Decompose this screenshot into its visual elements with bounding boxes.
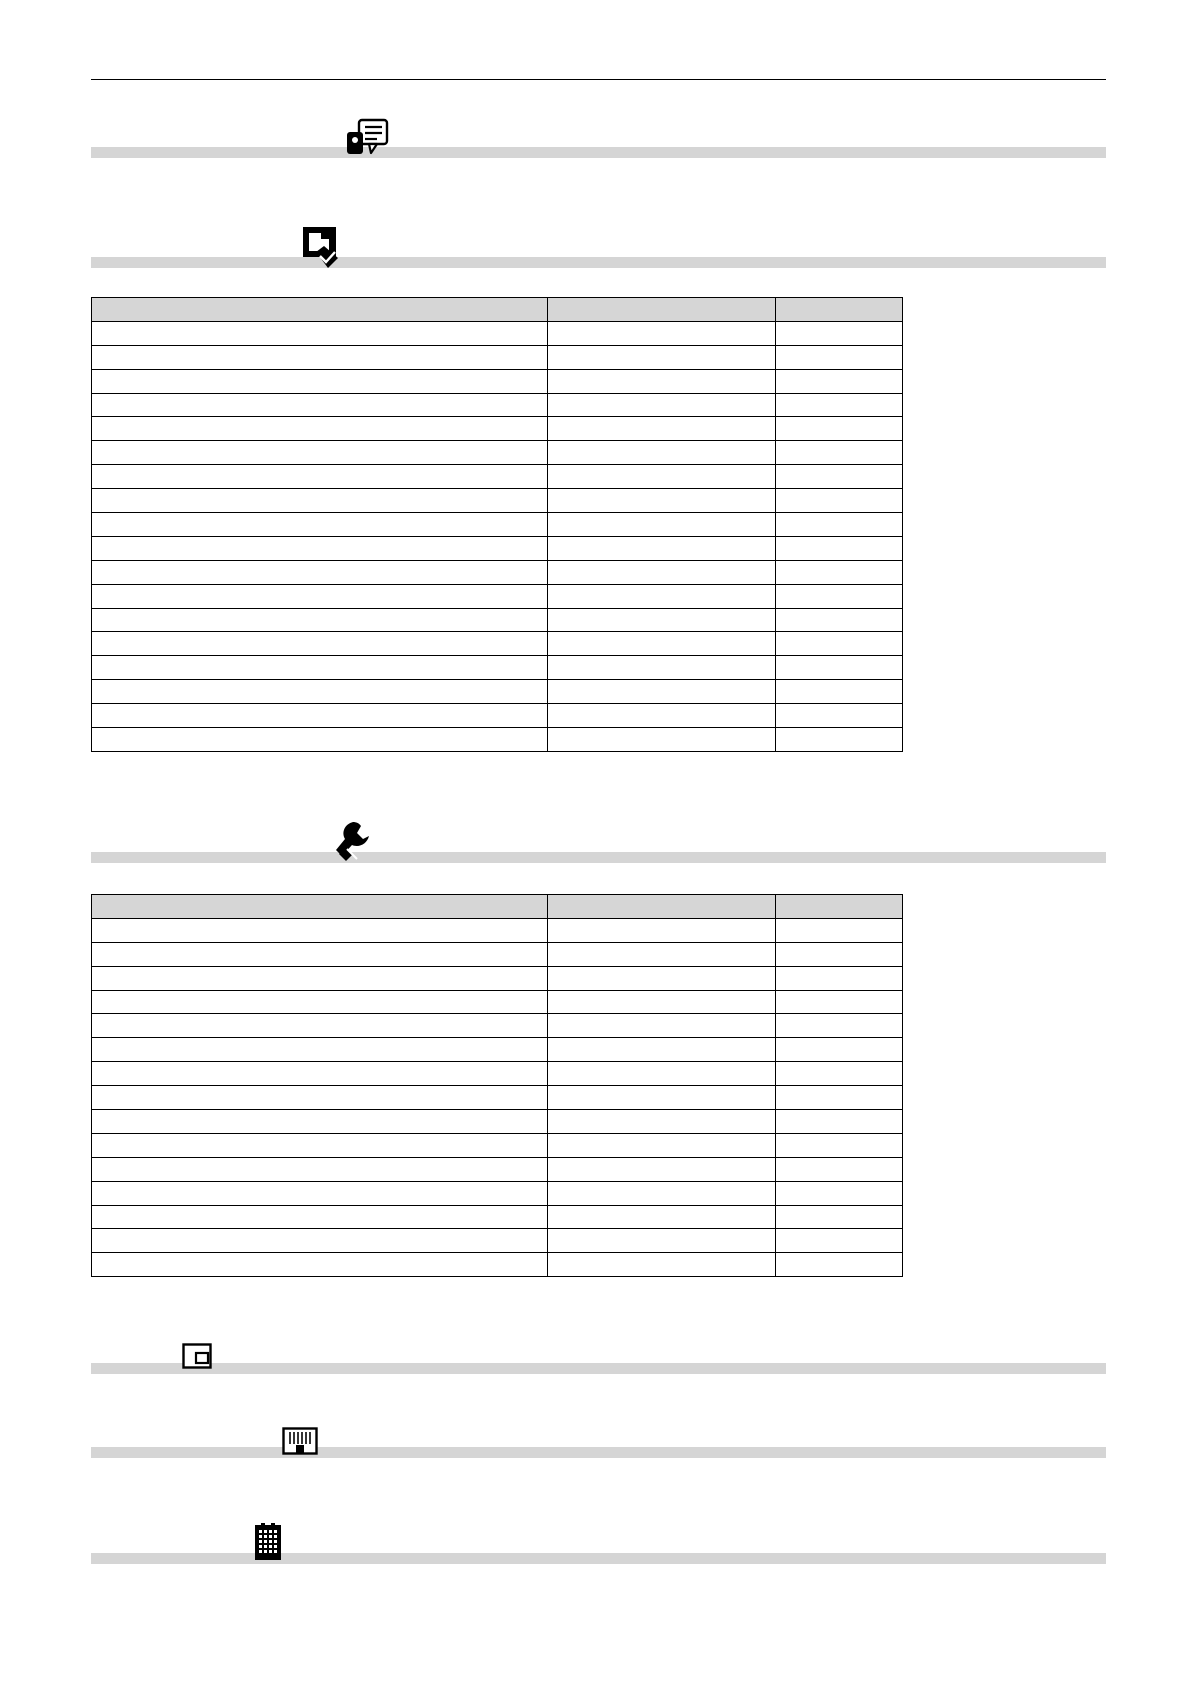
table-cell [776, 1253, 903, 1277]
table-cell [548, 560, 776, 584]
table-cell [776, 680, 903, 704]
section-bar-6 [91, 1553, 1106, 1564]
table-cell [92, 393, 548, 417]
table-cell [548, 1157, 776, 1181]
table-cell [776, 918, 903, 942]
table-cell [92, 1110, 548, 1134]
table-cell [548, 918, 776, 942]
table-row [92, 656, 903, 680]
table-cell [92, 656, 548, 680]
table-row [92, 1205, 903, 1229]
frame-edit-icon [302, 226, 340, 268]
table-cell [92, 321, 548, 345]
table-cell [776, 608, 903, 632]
section-bar-3 [91, 852, 1106, 863]
table-cell [776, 942, 903, 966]
settings-table-1 [91, 297, 903, 752]
pip-window-icon [182, 1343, 212, 1369]
table-cell [776, 1110, 903, 1134]
table-header-cell [548, 895, 776, 919]
section-bar-1 [91, 147, 1106, 158]
table-row [92, 1062, 903, 1086]
table-cell [776, 321, 903, 345]
table-cell [548, 704, 776, 728]
table-cell [548, 1181, 776, 1205]
table-cell [776, 465, 903, 489]
table-cell [548, 632, 776, 656]
table-cell [92, 942, 548, 966]
table-header-cell [92, 298, 548, 322]
table-cell [92, 1038, 548, 1062]
table-row [92, 345, 903, 369]
table-row [92, 489, 903, 513]
table-cell [548, 513, 776, 537]
table-cell [92, 1253, 548, 1277]
table-row [92, 632, 903, 656]
table-cell [776, 536, 903, 560]
table-row [92, 1253, 903, 1277]
table-cell [776, 1062, 903, 1086]
table-row [92, 441, 903, 465]
table-cell [92, 1181, 548, 1205]
page-top-rule [91, 79, 1106, 80]
table-cell [92, 918, 548, 942]
table-cell [548, 1253, 776, 1277]
table-cell [92, 417, 548, 441]
wrench-tool-icon [333, 820, 373, 864]
table-cell [776, 1038, 903, 1062]
subtitle-chat-icon [345, 118, 389, 158]
table-cell [548, 728, 776, 752]
table-cell [776, 369, 903, 393]
table-cell [548, 656, 776, 680]
table-cell [92, 632, 548, 656]
table-cell [548, 608, 776, 632]
table-cell [548, 1038, 776, 1062]
table-cell [776, 704, 903, 728]
table-cell [776, 417, 903, 441]
table-row [92, 704, 903, 728]
table-cell [92, 608, 548, 632]
table-cell [776, 1157, 903, 1181]
table-cell [92, 441, 548, 465]
table-cell [92, 1205, 548, 1229]
table-cell [776, 560, 903, 584]
table-cell [776, 990, 903, 1014]
table-cell [92, 369, 548, 393]
table-header-cell [92, 895, 548, 919]
table-cell [776, 489, 903, 513]
table-cell [776, 1229, 903, 1253]
table-row [92, 680, 903, 704]
section-bar-2 [91, 257, 1106, 268]
table-cell [548, 536, 776, 560]
table-row [92, 942, 903, 966]
table-row [92, 1086, 903, 1110]
table-header-row [92, 298, 903, 322]
table-row [92, 918, 903, 942]
table-cell [548, 465, 776, 489]
table-cell [548, 321, 776, 345]
table-cell [92, 513, 548, 537]
table-cell [92, 345, 548, 369]
table-cell [776, 513, 903, 537]
table-cell [92, 704, 548, 728]
table-cell [548, 1133, 776, 1157]
grid-panel-icon [282, 1427, 318, 1455]
table-cell [776, 728, 903, 752]
table-row [92, 513, 903, 537]
table-row [92, 369, 903, 393]
table-row [92, 728, 903, 752]
table-cell [548, 1110, 776, 1134]
table-cell [776, 393, 903, 417]
table-row [92, 393, 903, 417]
table-cell [92, 584, 548, 608]
table-cell [92, 489, 548, 513]
table-row [92, 1181, 903, 1205]
table-cell [548, 1014, 776, 1038]
section-bar-5 [91, 1447, 1106, 1458]
table-cell [548, 417, 776, 441]
table-cell [548, 990, 776, 1014]
table-header-cell [776, 895, 903, 919]
table-cell [776, 441, 903, 465]
table-cell [92, 1229, 548, 1253]
table-header-row [92, 895, 903, 919]
table-header-cell [776, 298, 903, 322]
table-cell [92, 560, 548, 584]
table-row [92, 990, 903, 1014]
table-cell [776, 656, 903, 680]
table-row [92, 966, 903, 990]
table-row [92, 1038, 903, 1062]
table-cell [548, 369, 776, 393]
table-cell [548, 966, 776, 990]
table-cell [92, 1014, 548, 1038]
table-cell [548, 441, 776, 465]
table-cell [776, 584, 903, 608]
table-cell [776, 966, 903, 990]
table-cell [548, 1086, 776, 1110]
table-cell [92, 465, 548, 489]
table-row [92, 608, 903, 632]
table-cell [92, 966, 548, 990]
table-cell [776, 632, 903, 656]
table-row [92, 321, 903, 345]
table-cell [92, 1133, 548, 1157]
table-cell [92, 990, 548, 1014]
table-cell [548, 1229, 776, 1253]
table-cell [548, 345, 776, 369]
table-row [92, 1157, 903, 1181]
settings-table-2 [91, 894, 903, 1277]
table-cell [92, 680, 548, 704]
table-cell [548, 584, 776, 608]
table-cell [92, 728, 548, 752]
building-icon [255, 1523, 281, 1560]
table-cell [776, 1133, 903, 1157]
table-cell [92, 1157, 548, 1181]
table-cell [548, 680, 776, 704]
table-cell [548, 1062, 776, 1086]
table-cell [92, 1062, 548, 1086]
table-cell [776, 1014, 903, 1038]
table-cell [776, 345, 903, 369]
table-row [92, 417, 903, 441]
section-bar-4 [91, 1363, 1106, 1374]
table-cell [548, 393, 776, 417]
table-row [92, 1133, 903, 1157]
table-cell [776, 1181, 903, 1205]
table-row [92, 1110, 903, 1134]
table-cell [776, 1086, 903, 1110]
table-cell [548, 942, 776, 966]
table-header-cell [548, 298, 776, 322]
table-row [92, 536, 903, 560]
table-cell [548, 489, 776, 513]
table-cell [776, 1205, 903, 1229]
table-row [92, 1014, 903, 1038]
table-row [92, 560, 903, 584]
table-row [92, 1229, 903, 1253]
table-row [92, 584, 903, 608]
table-cell [92, 1086, 548, 1110]
table-row [92, 465, 903, 489]
table-cell [92, 536, 548, 560]
table-cell [548, 1205, 776, 1229]
